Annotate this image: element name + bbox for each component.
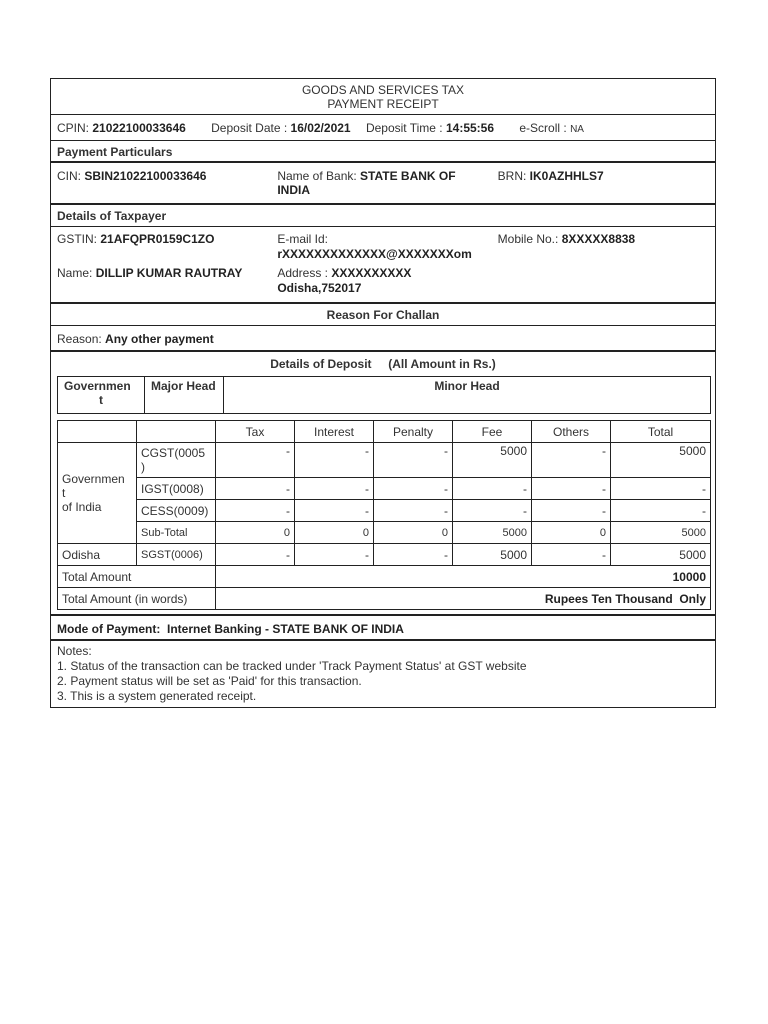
escroll-label: e-Scroll : (519, 121, 567, 135)
major-head-cell: IGST(0008) (137, 478, 216, 500)
taxpayer-details (51, 227, 715, 304)
note-item: 2. Payment status will be set as 'Paid' for this transaction. (57, 674, 362, 688)
email-value: rXXXXXXXXXXXXX@XXXXXXXom (277, 247, 472, 261)
gov-india-line1: Governmen (62, 472, 125, 486)
payment-receipt (50, 78, 716, 708)
value-cell: - (216, 478, 295, 500)
table-row (58, 443, 711, 478)
col-tax: Tax (216, 421, 295, 443)
receipt-meta (51, 115, 715, 141)
major-head-cell (137, 443, 216, 478)
gstin-label: GSTIN: (57, 232, 98, 246)
bank-label: Name of Bank: (277, 169, 357, 183)
notes (51, 641, 715, 707)
deposit-columns-row (58, 421, 711, 443)
brn-value: IK0AZHHLS7 (529, 169, 604, 183)
value-cell: 5000 (453, 544, 532, 566)
deposit-time-value: 14:55:56 (445, 121, 495, 135)
subtotal-row (58, 522, 711, 544)
gov-india-line3: of India (62, 500, 102, 514)
address-line1: XXXXXXXXXX (331, 266, 412, 280)
name-value: DILLIP KUMAR RAUTRAY (95, 266, 243, 280)
cin-label: CIN: (57, 169, 81, 183)
value-cell: - (295, 544, 374, 566)
total-words-value: Rupees Ten Thousand Only (216, 588, 711, 610)
deposit-table (57, 420, 711, 610)
note-item: 1. Status of the transaction can be tracked under 'Track Payment Status' at GST website (57, 659, 527, 673)
col-total: Total (611, 421, 711, 443)
brn-label: BRN: (497, 169, 527, 183)
col-fee: Fee (453, 421, 532, 443)
deposit-heading-note: (All Amount in Rs.) (388, 357, 496, 371)
col-penalty: Penalty (374, 421, 453, 443)
total-amount-label: Total Amount (58, 566, 216, 588)
deposit-date-value: 16/02/2021 (290, 121, 351, 135)
major-head-cell: CESS(0009) (137, 500, 216, 522)
title-line-2: PAYMENT RECEIPT (327, 97, 439, 111)
taxpayer-heading: Details of Taxpayer (51, 205, 715, 227)
payment-particulars (51, 163, 715, 205)
value-cell: - (611, 500, 711, 522)
value-cell: - (374, 478, 453, 500)
value-cell: - (532, 443, 611, 478)
cpin-label: CPIN: (57, 121, 90, 135)
reason-label: Reason: (57, 332, 102, 346)
total-words-label: Total Amount (in words) (58, 588, 216, 610)
mobile-label: Mobile No.: (497, 232, 559, 246)
bank-value-line1: STATE BANK OF (360, 169, 456, 183)
value-cell: - (532, 544, 611, 566)
value-cell: - (295, 478, 374, 500)
note-item: 3. This is a system generated receipt. (57, 689, 257, 703)
cgst-head-line2: ) (141, 460, 145, 474)
government-of-india-cell (58, 443, 137, 544)
gstin-value: 21AFQPR0159C1ZO (100, 232, 215, 246)
value-cell: 5000 (453, 522, 532, 544)
bank-value-line2: INDIA (277, 183, 310, 197)
value-cell: - (216, 544, 295, 566)
receipt-title (51, 79, 715, 115)
value-cell: 5000 (611, 443, 711, 478)
major-head-header: Major Head (145, 377, 224, 414)
table-row (58, 478, 711, 500)
mode-value: Internet Banking - STATE BANK OF INDIA (167, 622, 404, 636)
minor-head-header: Minor Head (224, 377, 711, 414)
empty-cell (58, 421, 137, 443)
value-cell: - (295, 500, 374, 522)
escroll-value: NA (570, 124, 584, 135)
address-label: Address : (277, 266, 329, 280)
mobile-value: 8XXXXX8838 (561, 232, 636, 246)
deposit-section (51, 352, 715, 615)
name-label: Name: (57, 266, 93, 280)
value-cell: 5000 (453, 443, 532, 478)
deposit-date-label: Deposit Date : (211, 121, 288, 135)
mode-of-payment (51, 615, 715, 641)
subtotal-label: Sub-Total (137, 522, 216, 544)
reason-value: Any other payment (105, 332, 214, 346)
government-header-line2: t (99, 393, 103, 407)
value-cell: - (532, 478, 611, 500)
challan-heading: Reason For Challan (51, 304, 715, 326)
cgst-head-line1: CGST(0005 (141, 446, 206, 460)
deposit-header-table (57, 376, 711, 414)
value-cell: - (216, 443, 295, 478)
address-line2: Odisha,752017 (277, 281, 362, 295)
total-words-row (58, 588, 711, 610)
empty-cell (137, 421, 216, 443)
value-cell: - (374, 544, 453, 566)
value-cell: 5000 (611, 522, 711, 544)
total-amount-value: 10000 (216, 566, 711, 588)
mode-label: Mode of Payment: (57, 622, 161, 636)
cin-value: SBIN21022100033646 (84, 169, 207, 183)
table-row (58, 500, 711, 522)
government-col-header (58, 377, 145, 414)
title-line-1: GOODS AND SERVICES TAX (301, 83, 465, 97)
col-others: Others (532, 421, 611, 443)
value-cell: 0 (295, 522, 374, 544)
payment-particulars-heading: Payment Particulars (51, 141, 715, 163)
state-row (58, 544, 711, 566)
government-header-line1: Governmen (64, 379, 131, 393)
value-cell: 0 (532, 522, 611, 544)
challan-reason (51, 326, 715, 352)
value-cell: - (532, 500, 611, 522)
value-cell: - (453, 500, 532, 522)
value-cell: - (216, 500, 295, 522)
value-cell: - (295, 443, 374, 478)
value-cell: - (374, 500, 453, 522)
deposit-heading (51, 352, 715, 376)
email-label: E-mail Id: (277, 232, 329, 246)
value-cell: - (453, 478, 532, 500)
state-label: Odisha (58, 544, 137, 566)
gov-india-line2: t (62, 486, 66, 500)
cpin-value: 21022100033646 (92, 121, 186, 135)
value-cell: 0 (216, 522, 295, 544)
deposit-time-label: Deposit Time : (365, 121, 443, 135)
value-cell: - (611, 478, 711, 500)
notes-heading: Notes: (57, 644, 92, 658)
total-amount-row (58, 566, 711, 588)
col-interest: Interest (295, 421, 374, 443)
value-cell: 0 (374, 522, 453, 544)
major-head-cell: SGST(0006) (137, 544, 216, 566)
deposit-heading-text: Details of Deposit (270, 357, 372, 371)
value-cell: 5000 (611, 544, 711, 566)
value-cell: - (374, 443, 453, 478)
